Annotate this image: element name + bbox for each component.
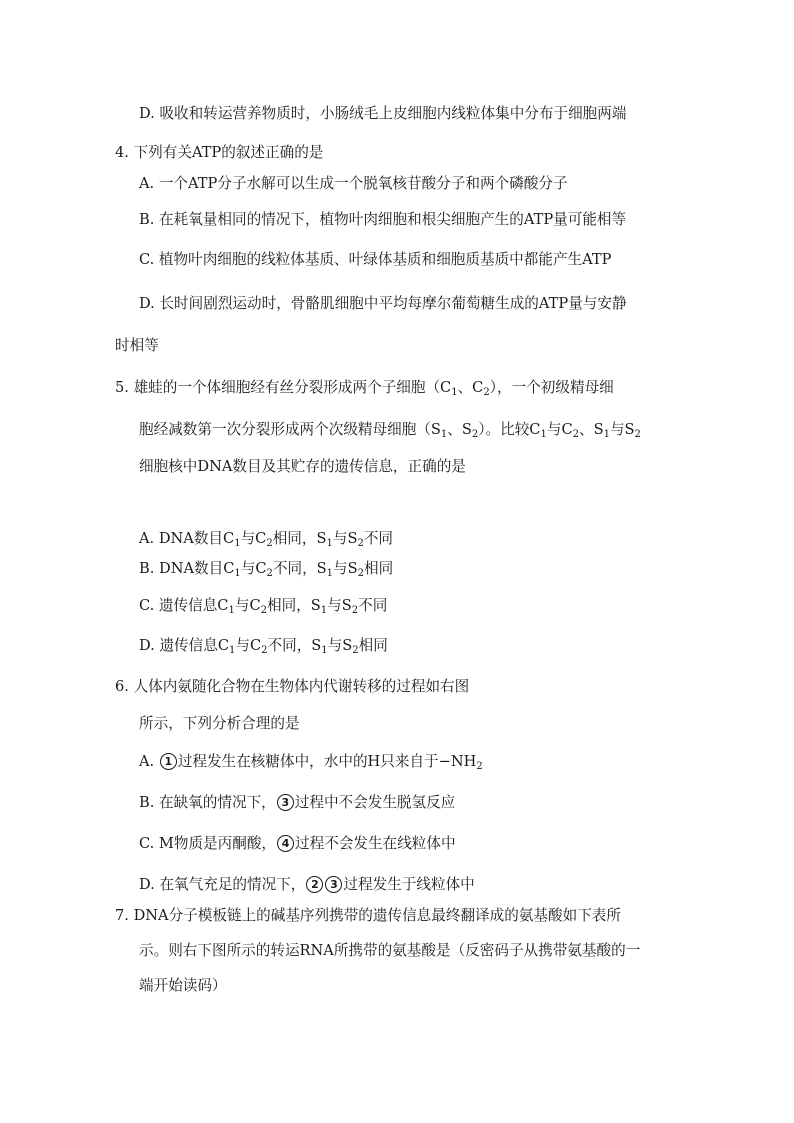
q4-option-a: A. 一个ATP分子水解可以生成一个脱氧核苷酸分子和两个磷酸分子 <box>139 175 568 192</box>
circled-number-3: 3 <box>325 876 342 893</box>
q6-stem-line2: 所示，下列分析合理的是 <box>139 715 300 732</box>
q5-stem-line1: 5. 雄蛙的一个体细胞经有丝分裂形成两个子细胞（$C_1$、$C_2$），一个初级精母细 <box>115 379 614 398</box>
q3-option-d-text: D. 吸收和转运营养物质时，小肠绒毛上皮细胞内线粒体集中分布于细胞两端 <box>139 105 627 122</box>
q5-option-a: A. DNA数目$C_1$与$C_2$相同，$S_1$与$S_2$不同 <box>139 530 394 549</box>
q3-option-d <box>139 104 626 124</box>
q5-option-c: C. 遗传信息$C_1$与$C_2$相同，$S_1$与$S_2$不同 <box>139 597 388 616</box>
q7-stem-line1: 7. DNA分子模板链上的碱基序列携带的遗传信息最终翻译成的氨基酸如下表所 <box>115 907 621 924</box>
q5-option-d: D. 遗传信息$C_1$与$C_2$不同，$S_1$与$S_2$相同 <box>139 637 388 656</box>
q4-option-c: C. 植物叶肉细胞的线粒体基质、叶绿体基质和细胞质基质中都能产生ATP <box>139 251 612 268</box>
q7-stem-line3: 端开始读码） <box>139 977 227 994</box>
circled-number-3: 3 <box>277 794 294 811</box>
circled-number-1: 1 <box>160 753 177 770</box>
q5-stem-line3: 细胞核中DNA数目及其贮存的遗传信息，正确的是 <box>139 458 466 475</box>
q5-stem-line2: 胞经减数第一次分裂形成两个次级精母细胞（$S_1$、$S_2$）。比较$C_1$与$C_2$、$S_1$与$S_2$ <box>139 421 641 440</box>
q7-stem-line2: 示。则右下图所示的转运RNA所携带的氨基酸是（反密码子从携带氨基酸的一 <box>139 942 641 959</box>
q4-stem: 4. 下列有关ATP的叙述正确的是 <box>115 144 324 161</box>
q6-option-b: B. 在缺氧的情况下， 3 过程中不会发生脱氢反应 <box>139 794 456 811</box>
q6-option-a: A. 1 过程发生在核糖体中，水中的H只来自于$-NH_2$ <box>139 753 483 772</box>
q6-option-d: D. 在氧气充足的情况下， 2 3 过程发生于线粒体中 <box>139 876 475 893</box>
q4-option-b: B. 在耗氧量相同的情况下，植物叶肉细胞和根尖细胞产生的ATP量可能相等 <box>139 211 627 228</box>
circled-number-4: 4 <box>277 835 294 852</box>
q5-option-b: B. DNA数目$C_1$与$C_2$不同，$S_1$与$S_2$相同 <box>139 560 394 579</box>
q6-stem-line1: 6. 人体内氨随化合物在生物体内代谢转移的过程如右图 <box>115 678 470 695</box>
q4-option-d-line1: D. 长时间剧烈运动时，骨骼肌细胞中平均每摩尔葡萄糖生成的ATP量与安静 <box>139 295 627 312</box>
q6-option-c: C. M物质是丙酮酸， 4 过程不会发生在线粒体中 <box>139 835 456 852</box>
q4-option-d-line2: 时相等 <box>115 337 159 354</box>
circled-number-2: 2 <box>306 876 323 893</box>
